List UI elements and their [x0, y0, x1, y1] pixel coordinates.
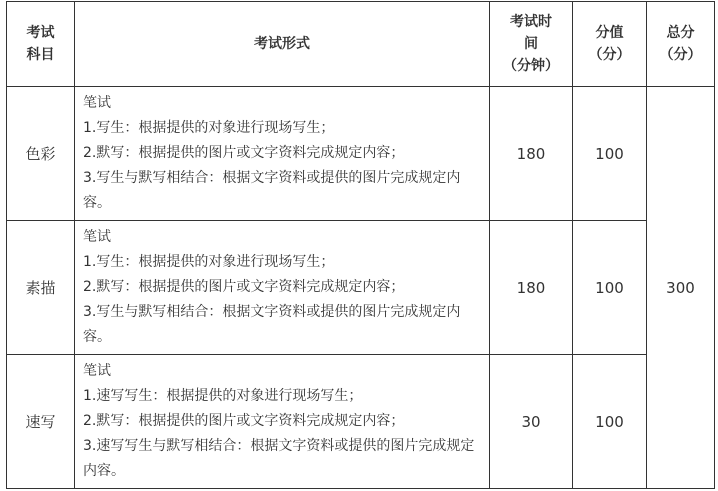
- header-row: [7, 2, 715, 87]
- header-subject: [7, 2, 75, 87]
- row-score: 100: [573, 221, 647, 355]
- row-subject: 速写: [7, 355, 75, 489]
- header-score: [573, 2, 647, 87]
- description-line: 笔试: [83, 229, 111, 245]
- row-subject: 素描: [7, 221, 75, 355]
- header-form: 考试形式: [75, 2, 490, 87]
- header-time-line2: 间: [524, 36, 538, 52]
- table-row: [7, 221, 715, 355]
- row-time: 180: [490, 221, 573, 355]
- description-line: 2.默写：根据提供的图片或文字资料完成规定内容；: [83, 145, 405, 161]
- header-time: [490, 2, 573, 87]
- row-description: [75, 87, 490, 221]
- description-line: 3.写生与默写相结合：根据文字资料或提供的图片完成规定内容。: [83, 170, 461, 211]
- header-total-line1: 总分: [666, 25, 695, 41]
- description-line: 2.默写：根据提供的图片或文字资料完成规定内容；: [83, 413, 405, 429]
- description-line: 笔试: [83, 95, 111, 111]
- row-time: 180: [490, 87, 573, 221]
- description-line: 2.默写：根据提供的图片或文字资料完成规定内容；: [83, 279, 405, 295]
- header-score-line1: 分值: [595, 25, 624, 41]
- row-score: 100: [573, 355, 647, 489]
- header-total: [647, 2, 715, 87]
- header-time-line1: 考试时: [510, 14, 552, 30]
- exam-table: [6, 1, 715, 489]
- header-score-line2: （分）: [588, 47, 631, 63]
- description-line: 1.速写写生：根据提供的对象进行现场写生；: [83, 388, 363, 404]
- row-description: [75, 221, 490, 355]
- row-time: 30: [490, 355, 573, 489]
- header-total-line2: （分）: [659, 47, 702, 63]
- description-line: 3.速写写生与默写相结合：根据文字资料或提供的图片完成规定内容。: [83, 438, 475, 479]
- row-description: [75, 355, 490, 489]
- table-row: [7, 87, 715, 221]
- row-score: 100: [573, 87, 647, 221]
- description-line: 1.写生：根据提供的对象进行现场写生；: [83, 120, 335, 136]
- description-line: 3.写生与默写相结合：根据文字资料或提供的图片完成规定内容。: [83, 304, 461, 345]
- row-subject: 色彩: [7, 87, 75, 221]
- description-line: 笔试: [83, 363, 111, 379]
- total-score: 300: [647, 87, 715, 489]
- header-subject-line1: 考试: [26, 25, 55, 41]
- table-row: [7, 355, 715, 489]
- header-subject-line2: 科目: [26, 47, 55, 63]
- header-time-line3: （分钟）: [503, 58, 559, 74]
- description-line: 1.写生：根据提供的对象进行现场写生；: [83, 254, 335, 270]
